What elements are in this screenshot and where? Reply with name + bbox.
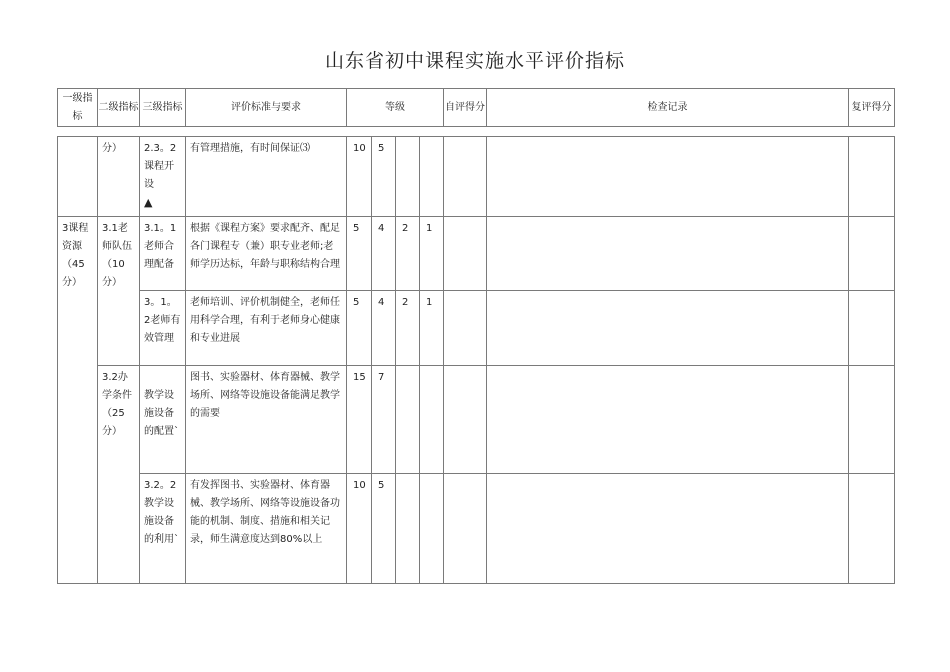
- grade-cell: 1: [420, 291, 444, 366]
- header-level3: 三级指标: [140, 89, 186, 127]
- level2-cell: 3.1老师队伍（10分）: [98, 217, 140, 366]
- self-score-cell: [444, 137, 487, 217]
- record-cell: [487, 291, 849, 366]
- criteria-cell: 有管理措施，有时间保证⑶: [186, 137, 347, 217]
- grade-cell: 4: [372, 291, 396, 366]
- criteria-cell: 有发挥图书、实验器材、体育器械、教学场所、网络等设施设备功能的机制、制度、措施和相关记录，师生满意度达到80%以上: [186, 474, 347, 584]
- grade-cell: 2: [396, 291, 420, 366]
- criteria-cell: 老师培训、评价机制健全，老师任用科学合理，有利于老师身心健康和专业进展: [186, 291, 347, 366]
- review-score-cell: [849, 474, 895, 584]
- table-row: [58, 366, 895, 474]
- table-row: [58, 291, 895, 366]
- record-cell: [487, 366, 849, 474]
- header-criteria: 评价标准与要求: [186, 89, 347, 127]
- review-score-cell: [849, 137, 895, 217]
- level3-cell: 教学设施设备的配置`: [140, 366, 186, 474]
- grade-cell: [420, 366, 444, 474]
- header-table: [57, 88, 895, 127]
- table-row: [58, 137, 895, 217]
- grade-cell: 4: [372, 217, 396, 291]
- grade-cell: 7: [372, 366, 396, 474]
- level1-cell: 3课程资源（45分）: [58, 217, 98, 584]
- self-score-cell: [444, 366, 487, 474]
- triangle-marker: ▲: [144, 196, 153, 209]
- review-score-cell: [849, 291, 895, 366]
- grade-cell: 10: [347, 137, 372, 217]
- grade-cell: 10: [347, 474, 372, 584]
- level2-cell: 分）: [98, 137, 140, 217]
- self-score-cell: [444, 217, 487, 291]
- header-grade: 等级: [347, 89, 444, 127]
- criteria-table: [57, 136, 895, 584]
- grade-cell: 5: [372, 137, 396, 217]
- level3-cell: 3.1。1老师合理配备: [140, 217, 186, 291]
- header-review-score: 复评得分: [849, 89, 895, 127]
- self-score-cell: [444, 474, 487, 584]
- level1-cell: [58, 137, 98, 217]
- criteria-cell: 根据《课程方案》要求配齐、配足各门课程专（兼）职专业老师;老师学历达标，年龄与职称结构合理: [186, 217, 347, 291]
- record-cell: [487, 474, 849, 584]
- record-cell: [487, 217, 849, 291]
- grade-cell: [420, 137, 444, 217]
- header-record: 检查记录: [487, 89, 849, 127]
- level3-cell: 3.2。2教学设施设备的利用`: [140, 474, 186, 584]
- level3-text: 2.3。2课程开设: [144, 143, 177, 190]
- record-cell: [487, 137, 849, 217]
- grade-cell: [396, 137, 420, 217]
- level3-cell: 3。1。2老师有效管理: [140, 291, 186, 366]
- grade-cell: 5: [372, 474, 396, 584]
- level3-cell: [140, 137, 186, 217]
- grade-cell: 5: [347, 217, 372, 291]
- header-level1: 一级指标: [58, 89, 98, 127]
- level2-cell: 3.2办学条件（25分）: [98, 366, 140, 584]
- table-row: [58, 474, 895, 584]
- grade-cell: [396, 366, 420, 474]
- grade-cell: [396, 474, 420, 584]
- review-score-cell: [849, 217, 895, 291]
- grade-cell: [420, 474, 444, 584]
- header-self-score: 自评得分: [444, 89, 487, 127]
- grade-cell: 5: [347, 291, 372, 366]
- table-row: [58, 217, 895, 291]
- self-score-cell: [444, 291, 487, 366]
- page-title: 山东省初中课程实施水平评价指标: [324, 50, 625, 72]
- grade-cell: 1: [420, 217, 444, 291]
- criteria-cell: 图书、实验器材、体育器械、教学场所、网络等设施设备能满足教学的需要: [186, 366, 347, 474]
- header-level2: 二级指标: [98, 89, 140, 127]
- review-score-cell: [849, 366, 895, 474]
- grade-cell: 2: [396, 217, 420, 291]
- grade-cell: 15: [347, 366, 372, 474]
